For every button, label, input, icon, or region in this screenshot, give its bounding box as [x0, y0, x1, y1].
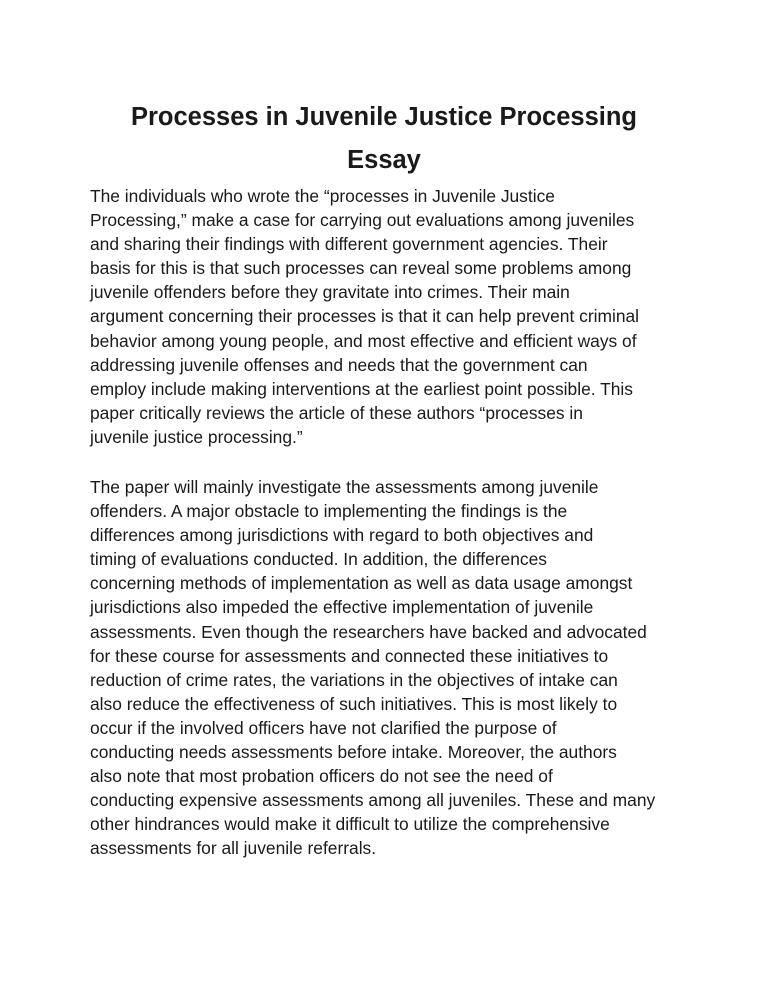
text-line: juvenile justice processing.”	[90, 426, 303, 447]
text-line: assessments for all juvenile referrals.	[90, 838, 377, 859]
document-title	[90, 96, 678, 182]
text-line: jurisdictions also impeded the effective implementation of juvenile	[90, 597, 594, 618]
text-line: conducting expensive assessments among all juveniles. These and many	[90, 790, 656, 811]
text-line: conducting needs assessments before intake. Moreover, the authors	[90, 742, 617, 763]
text-line: and sharing their findings with different government agencies. Their	[90, 234, 608, 255]
text-line: Processing,” make a case for carrying out evaluations among juveniles	[90, 210, 635, 231]
text-line: for these course for assessments and connected these initiatives to	[90, 645, 609, 666]
text-line: assessments. Even though the researchers have backed and advocated	[90, 621, 647, 642]
text-line: behavior among young people, and most effective and efficient ways of	[90, 330, 637, 351]
title-line: Processes in Juvenile Justice Processing	[130, 103, 637, 131]
text-line: occur if the involved officers have not clarified the purpose of	[90, 717, 557, 738]
text-line: also reduce the effectiveness of such initiatives. This is most likely to	[90, 693, 618, 714]
text-line: timing of evaluations conducted. In addition, the differences	[90, 549, 547, 570]
text-line: also note that most probation officers do not see the need of	[90, 766, 553, 787]
body-paragraph	[90, 184, 690, 449]
title-line: Essay	[347, 146, 421, 174]
text-line: reduction of crime rates, the variations in the objectives of intake can	[90, 669, 618, 690]
text-line: argument concerning their processes is that it can help prevent criminal	[90, 306, 640, 327]
text-line: juvenile offenders before they gravitate into crimes. Their main	[90, 282, 570, 303]
text-line: The paper will mainly investigate the assessments among juvenile	[90, 477, 599, 497]
body-paragraph	[90, 475, 690, 861]
text-line: employ include making interventions at the earliest point possible. This	[90, 378, 633, 399]
text-line: differences among jurisdictions with regard to both objectives and	[90, 525, 594, 546]
text-line: The individuals who wrote the “processes in Juvenile Justice	[90, 186, 555, 206]
text-line: concerning methods of implementation as well as data usage amongst	[90, 573, 633, 594]
text-line: offenders. A major obstacle to implementing the findings is the	[90, 501, 568, 522]
text-line: addressing juvenile offenses and needs that the government can	[90, 354, 588, 375]
text-line: paper critically reviews the article of these authors “processes in	[90, 402, 583, 423]
text-line: basis for this is that such processes can reveal some problems among	[90, 258, 632, 279]
text-line: other hindrances would make it difficult to utilize the comprehensive	[90, 814, 610, 835]
